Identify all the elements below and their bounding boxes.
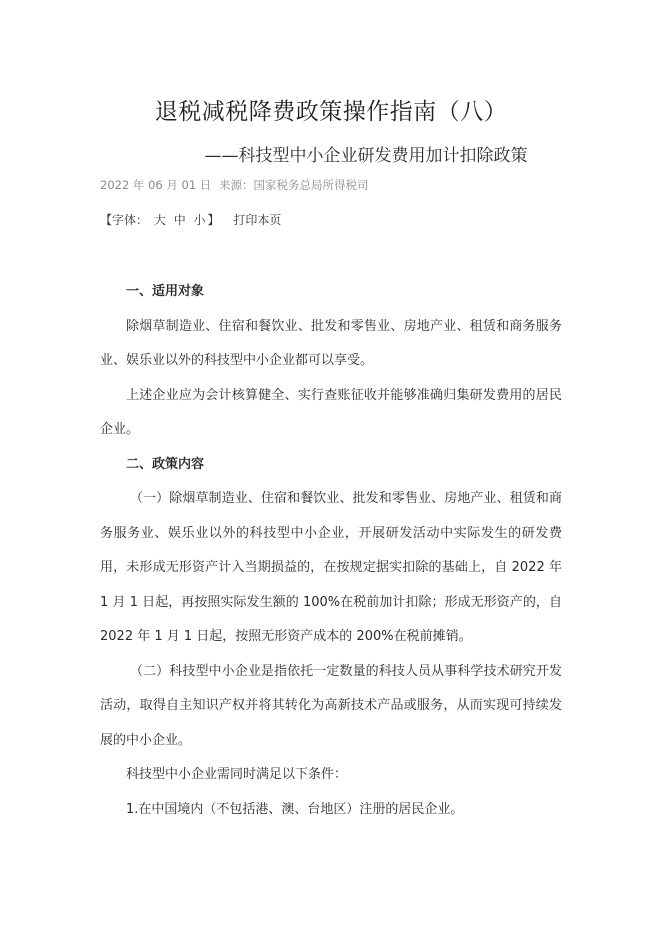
print-page-link[interactable]: 打印本页 [233, 213, 282, 227]
font-size-toolbar [100, 211, 281, 228]
paragraph: 科技型中小企业需同时满足以下条件： [126, 767, 348, 782]
article-source: 来源：国家税务总局所得税司 [218, 178, 369, 192]
font-size-medium-link[interactable]: 中 [173, 213, 186, 227]
font-size-small-link[interactable]: 小 [193, 213, 206, 227]
article-title: 退税减税降费政策操作指南（八） [154, 99, 508, 125]
paragraph: （一）除烟草制造业、住宿和餐饮业、批发和零售业、房地产业、租赁和商务服务业、娱乐业以外的科技型中小企业，开展研发活动中实际发生的研发费用，未形成无形资产计入当期损益的，在按规定据实扣除的基础上，自 2022 年 1 月 1 日起，再按照实际发生额的 100%在税前加计扣除；形成无形资产的，自 2022 年 1 月 1 日起，按照无形资产成本的 200%在税前摊销。 [100, 491, 562, 644]
font-size-large-link[interactable]: 大 [153, 213, 166, 227]
publish-date: 2022 年 06 月 01 日 [100, 178, 212, 192]
section-heading: 一、适用对象 [126, 284, 205, 299]
paragraph: （二）科技型中小企业是指依托一定数量的科技人员从事科学技术研究开发活动，取得自主知识产权并将其转化为高新技术产品或服务，从而实现可持续发展的中小企业。 [100, 663, 562, 748]
article-body [100, 275, 562, 827]
article-subtitle: ——科技型中小企业研发费用加计扣除政策 [204, 146, 528, 166]
section-heading: 二、政策内容 [126, 456, 205, 472]
font-label-close: 】 [207, 213, 220, 227]
paragraph: 除烟草制造业、住宿和餐饮业、批发和零售业、房地产业、租赁和商务服务业、娱乐业以外的科技型中小企业都可以享受。 [100, 318, 562, 368]
paragraph: 上述企业应为会计核算健全、实行查账征收并能够准确归集研发费用的居民企业。 [100, 387, 562, 437]
paragraph: 1.在中国境内（不包括港、澳、台地区）注册的居民企业。 [126, 801, 464, 817]
font-label-open: 【字体： [100, 213, 149, 227]
article-meta [100, 177, 372, 193]
